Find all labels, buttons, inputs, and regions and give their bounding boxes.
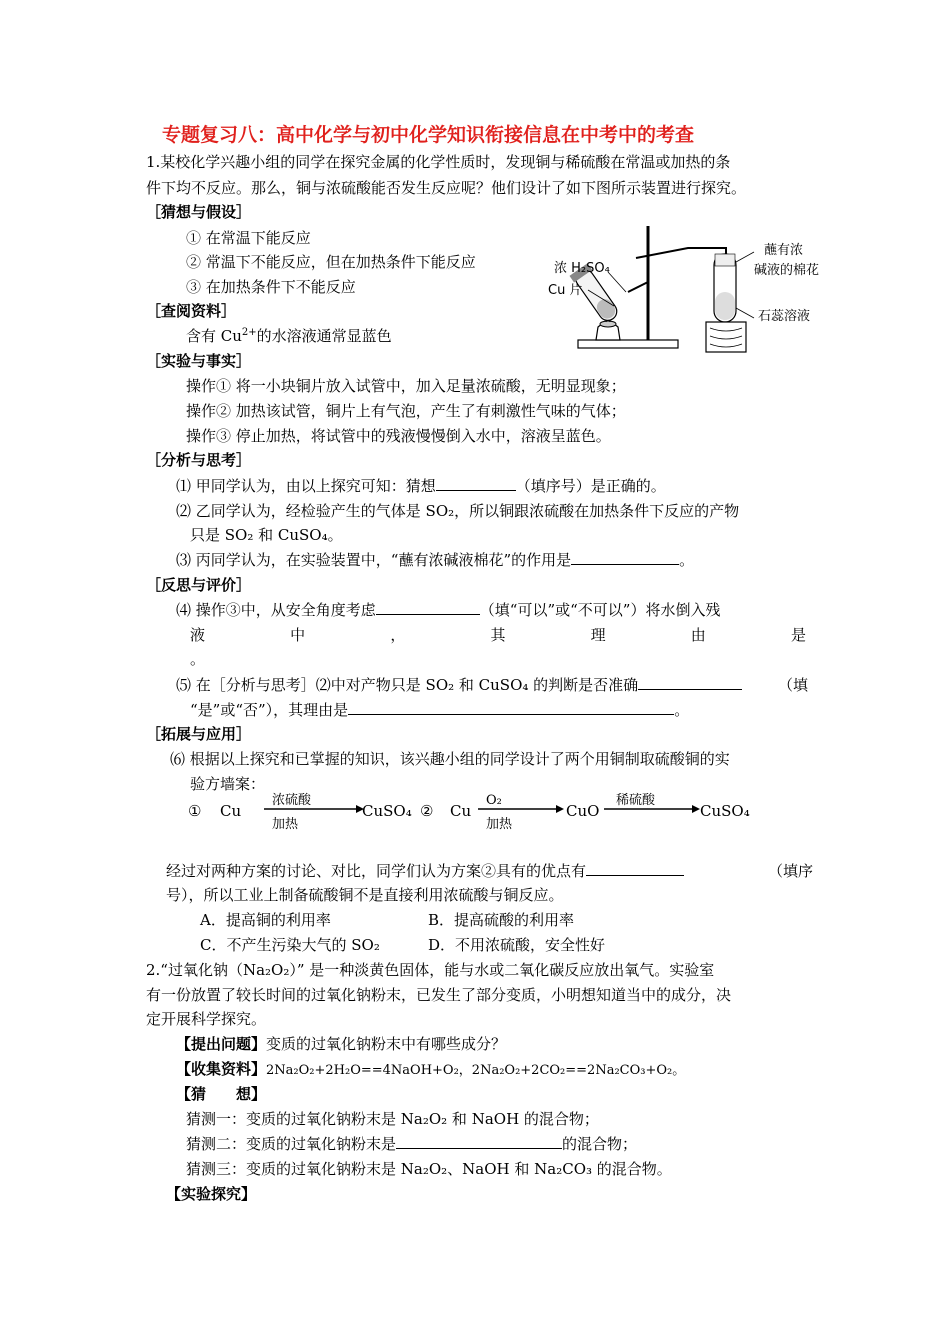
scheme-1-product: CuSO₄	[362, 802, 412, 820]
page-title: 专题复习八：高中化学与初中化学知识衔接信息在中考中的考查	[162, 124, 695, 146]
spread-char: 其	[490, 626, 506, 644]
reaction-schemes	[180, 790, 780, 838]
spread-char: ，	[390, 626, 406, 644]
q2-question	[176, 1033, 506, 1055]
reaction-arrow-1	[264, 804, 364, 814]
answer-blank-q2[interactable]	[396, 1134, 562, 1149]
section-heading-analysis: ［分析与思考］	[146, 451, 252, 469]
q2-intro-line2: 有一份放置了较长时间的过氧化钠粉末，已发生了部分变质，小明想知道当中的成分，决	[146, 986, 732, 1004]
scheme-2-reactant: Cu	[450, 802, 472, 820]
reflection-4-end: 。	[190, 650, 206, 668]
answer-blank-3[interactable]	[571, 550, 679, 565]
figure-label-copper: Cu 片	[548, 283, 583, 298]
answer-blank-6[interactable]	[586, 861, 684, 876]
figure-label-acid: 浓 H₂SO₄	[554, 261, 610, 276]
option-a: A．提高铜的利用率	[200, 911, 331, 929]
figure-label-litmus: 石蕊溶液	[758, 309, 811, 324]
operation-1: 操作① 将一小块铜片放入试管中，加入足量浓硫酸，无明显现象；	[186, 377, 626, 395]
scheme-number-2: ②	[420, 802, 434, 820]
scheme-2-arrow-top: O₂	[486, 793, 502, 808]
q2-data-text: 2Na₂O₂+2H₂O==4NaOH+O₂，2Na₂O₂+2CO₂==2Na₂CO₃+O₂。	[266, 1063, 686, 1078]
section-heading-guess: ［猜想与假设］	[146, 203, 252, 221]
analysis-1-b: （填序号）是正确的。	[515, 477, 666, 495]
q1-intro-line2: 件下均不反应。那么，铜与浓硫酸能否发生反应呢？他们设计了如下图所示装置进行探究。	[146, 179, 747, 197]
reflection-5-line1	[176, 674, 742, 696]
spread-char: 是	[790, 626, 806, 644]
guess-item-3: ③ 在加热条件下不能反应	[186, 278, 356, 296]
reference-sup: 2+	[241, 327, 257, 338]
answer-blank-5a[interactable]	[638, 675, 742, 690]
answer-blank-5b[interactable]	[348, 700, 674, 715]
analysis-2-line1: ⑵ 乙同学认为，经检验产生的气体是 SO₂，所以铜跟浓硫酸在加热条件下反应的产物	[176, 502, 740, 520]
section-heading-reflection: ［反思与评价］	[146, 576, 252, 594]
q2-guess-2-b: 的混合物；	[562, 1135, 638, 1153]
answer-blank-1[interactable]	[436, 476, 516, 491]
spread-char: 由	[690, 626, 706, 644]
scheme-number-1: ①	[188, 802, 202, 820]
scheme-2-arrow3-top: 稀硫酸	[616, 793, 656, 808]
spread-char: 中	[290, 626, 306, 644]
q2-intro-line3: 定开展科学探究。	[146, 1010, 267, 1028]
advantage-a: 经过对两种方案的讨论、对比，同学们认为方案②具有的优点有	[166, 862, 587, 880]
figure-label-cotton-1: 蘸有浓	[764, 243, 804, 258]
analysis-3	[176, 549, 694, 571]
spread-char: 液	[190, 626, 206, 644]
spread-char: 理	[590, 626, 606, 644]
reflection-5-a: ⑸ 在［分析与思考］⑵中对产物只是 SO₂ 和 CuSO₄ 的判断是否准确	[176, 676, 639, 694]
analysis-1	[176, 475, 666, 497]
q2-question-heading: 【提出问题】	[176, 1035, 267, 1053]
advantage-line2: 号），所以工业上制备硫酸铜不是直接利用浓硫酸与铜反应。	[166, 886, 564, 904]
q2-data-heading: 【收集资料】	[176, 1060, 267, 1078]
q2-guess-heading: 【猜 想】	[176, 1085, 267, 1103]
scheme-2-intermediate: CuO	[566, 802, 600, 820]
option-d: D．不用浓硫酸，安全性好	[428, 936, 606, 954]
reflection-4-b: （填“可以”或“不可以”）将水倒入残	[479, 601, 721, 619]
reflection-4	[176, 599, 720, 621]
reflection-4-spread-line	[190, 624, 806, 646]
reflection-4-a: ⑷ 操作③中，从安全角度考虑	[176, 601, 376, 619]
advantage-line1	[166, 860, 684, 882]
scheme-1-arrow-top: 浓硫酸	[272, 793, 312, 808]
guess-item-1: ① 在常温下能反应	[186, 229, 311, 247]
guess-item-2: ② 常温下不能反应，但在加热条件下能反应	[186, 253, 476, 271]
section-heading-reference: ［查阅资料］	[146, 302, 237, 320]
operation-3: 操作③ 停止加热，将试管中的残液慢慢倒入水中，溶液呈蓝色。	[186, 427, 611, 445]
reference-text-a: 含有 Cu	[186, 327, 242, 345]
answer-blank-4[interactable]	[376, 600, 480, 615]
analysis-3-a: ⑶ 丙同学认为，在实验装置中，“蘸有浓碱液棉花”的作用是	[176, 551, 572, 569]
extension-6-line2: 验方墙案：	[190, 775, 266, 793]
q2-experiment-heading: 【实验探究】	[166, 1185, 257, 1203]
analysis-3-b: 。	[679, 551, 695, 569]
section-heading-experiment: ［实验与事实］	[146, 352, 252, 370]
q2-data	[176, 1058, 685, 1082]
analysis-1-a: ⑴ 甲同学认为，由以上探究可知：猜想	[176, 477, 436, 495]
scheme-1-arrow-bottom: 加热	[272, 817, 299, 832]
q2-question-text: 变质的过氧化钠粉末中有哪些成分？	[266, 1035, 507, 1053]
scheme-2-arrow-bottom: 加热	[486, 817, 513, 832]
option-b: B．提高硫酸的利用率	[428, 911, 575, 929]
reference-text-b: 的水溶液通常显蓝色	[256, 327, 392, 345]
analysis-2-line2: 只是 SO₂ 和 CuSO₄。	[190, 526, 343, 544]
q2-intro-line1: 2.“过氧化钠（Na₂O₂）” 是一种淡黄色固体，能与水或二氧化碳反应放出氧气。实验室	[146, 961, 715, 979]
q2-guess-3: 猜测三：变质的过氧化钠粉末是 Na₂O₂、NaOH 和 Na₂CO₃ 的混合物。	[186, 1160, 672, 1178]
q2-guess-1: 猜测一：变质的过氧化钠粉末是 Na₂O₂ 和 NaOH 的混合物；	[186, 1110, 599, 1128]
reaction-arrow-3	[604, 804, 700, 814]
q2-guess-2-a: 猜测二：变质的过氧化钠粉末是	[186, 1135, 397, 1153]
q2-guess-2	[186, 1133, 637, 1155]
section-heading-extension: ［拓展与应用］	[146, 725, 252, 743]
apparatus-figure	[548, 222, 838, 354]
reference-text	[186, 325, 392, 347]
scheme-1-reactant: Cu	[220, 802, 242, 820]
option-c: C．不产生污染大气的 SO₂	[200, 936, 380, 954]
q1-intro-line1: 1.某校化学兴趣小组的同学在探究金属的化学性质时，发现铜与稀硫酸在常温或加热的条	[146, 153, 731, 171]
reaction-arrow-2	[478, 804, 564, 814]
figure-label-cotton-2: 碱液的棉花	[754, 263, 820, 278]
reflection-5-line2	[190, 699, 689, 721]
reflection-5-d: 。	[674, 701, 690, 719]
scheme-2-product: CuSO₄	[700, 802, 750, 820]
extension-6-line1: ⑹ 根据以上探究和已掌握的知识，该兴趣小组的同学设计了两个用铜制取硫酸铜的实	[170, 750, 730, 768]
reflection-5-c: “是”或“否”），其理由是	[190, 701, 349, 719]
advantage-fill-hint: （填序	[768, 862, 814, 880]
reflection-5-fill-hint: （填	[778, 676, 809, 694]
operation-2: 操作② 加热该试管，铜片上有气泡，产生了有刺激性气味的气体；	[186, 402, 626, 420]
